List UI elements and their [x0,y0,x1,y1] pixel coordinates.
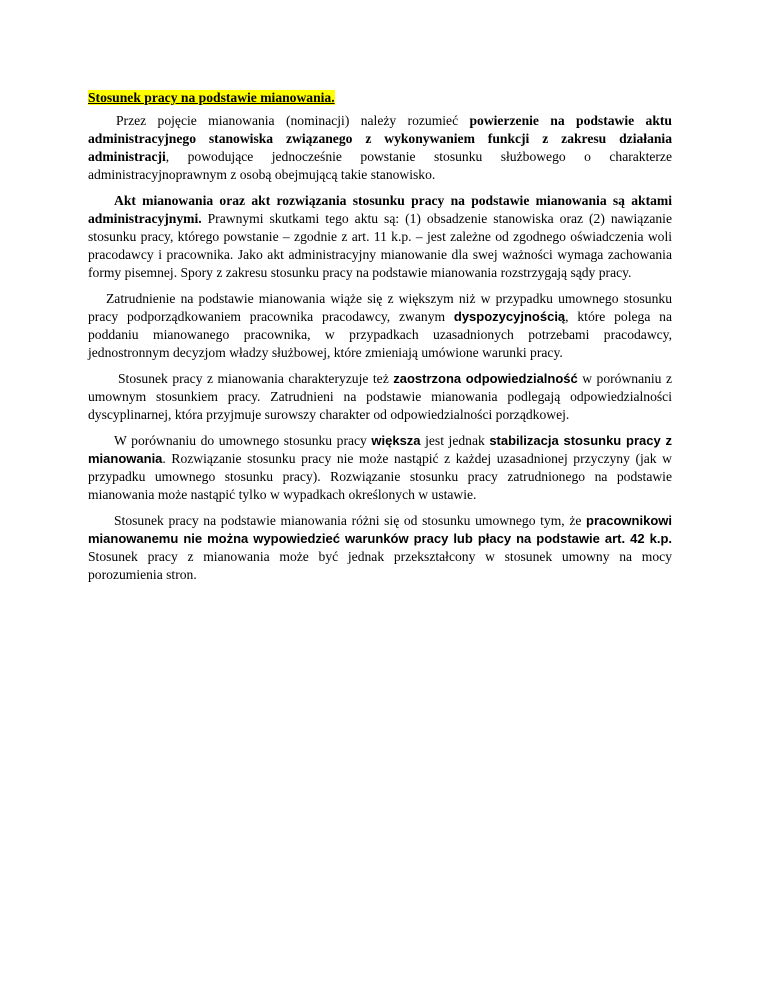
paragraph-3: Zatrudnienie na podstawie mianowania wiąże się z większym niż w przypadku umownego stosunku pracy podporządkowaniem pracownika pracodawcy, zwanym dyspozycyjnością, które polega na poddaniu mianowanego pracownika, w przypadkach uzasadnionych potrzebami pracodawcy, jednostronnym decyzjom władzy służbowej, które zmieniają umówione warunki pracy. [88,291,672,360]
document-body [88,89,672,592]
section-title: Stosunek pracy na podstawie mianowania. [88,90,335,105]
paragraph-5: W porównaniu do umownego stosunku pracy większa jest jednak stabilizacja stosunku pracy z mianowania. Rozwiązanie stosunku pracy nie może nastąpić z każdej uzasadnionej przyczyny (jak w przypadku umownego stosunku pracy). Rozwiązanie stosunku pracy zatrudnionego na podstawie mianowania może nastąpić tylko w wypadkach określonych w ustawie. [88,433,672,502]
paragraph-2: Akt mianowania oraz akt rozwiązania stosunku pracy na podstawie mianowania są aktami administracyjnymi. Prawnymi skutkami tego aktu są: (1) obsadzenie stanowiska oraz (2) nawiązanie stosunku pracy, którego powstanie – zgodnie z art. 11 k.p. – jest zależne od zgodnego oświadczenia woli pracodawcy i pracownika. Jako akt administracyjny mianowanie dla swej ważności wymaga zachowania formy pisemnej. Spory z zakresu stosunku pracy na podstawie mianowania rozstrzygają sądy pracy. [88,193,672,280]
paragraph-4: Stosunek pracy z mianowania charakteryzuje też zaostrzona odpowiedzialność w porównaniu z umownym stosunkiem pracy. Zatrudnieni na podstawie mianowania podlegają odpowiedzialności dyscyplinarnej, która przyjmuje surowszy charakter od odpowiedzialności porządkowej. [88,371,672,422]
paragraph-1: Przez pojęcie mianowania (nominacji) należy rozumieć powierzenie na podstawie aktu administracyjnego stanowiska związanego z wykonywaniem funkcji z zakresu działania administracji, powodujące jednocześnie powstanie stosunku służbowego o charakterze administracyjnoprawnym z osobą obejmującą takie stanowisko. [88,113,672,182]
paragraph-6: Stosunek pracy na podstawie mianowania różni się od stosunku umownego tym, że pracownikowi mianowanemu nie można wypowiedzieć warunków pracy lub płacy na podstawie art. 42 k.p. Stosunek pracy z mianowania może być jednak przekształcony w stosunek umowny na mocy porozumienia stron. [88,513,672,582]
